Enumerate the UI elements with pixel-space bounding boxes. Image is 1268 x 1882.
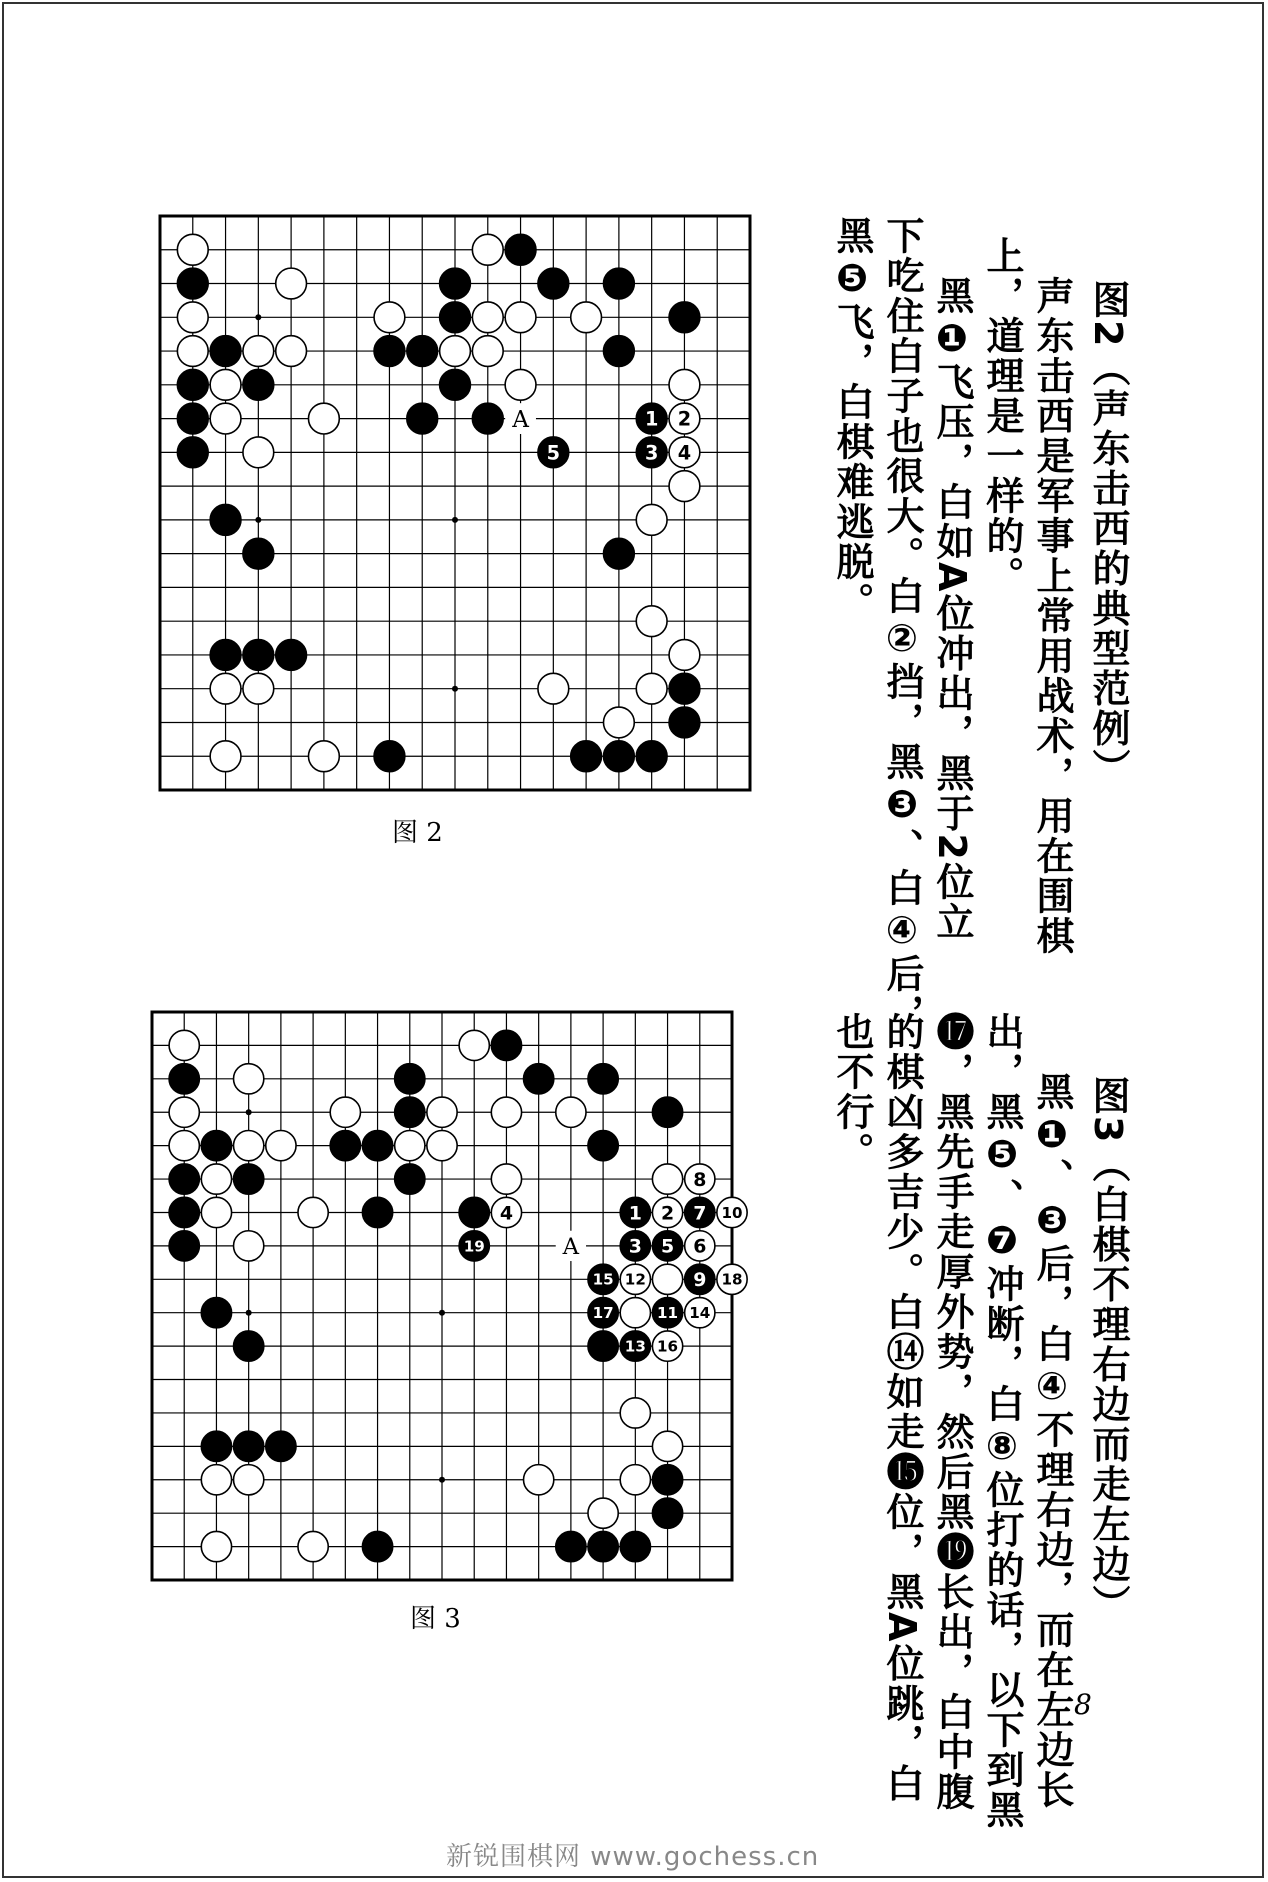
black-stone: [571, 741, 602, 772]
fig2-text-line: 上，道理是一样的。: [980, 236, 1024, 596]
black-stone: [636, 437, 667, 468]
move-number: 7: [693, 1202, 707, 1225]
white-stone: [652, 1164, 682, 1194]
black-stone: [276, 640, 307, 671]
white-stone: [266, 1131, 296, 1161]
black-stone: [201, 1431, 231, 1461]
fig2-text-line: 黑❺飞，白棋难逃脱。: [830, 216, 874, 622]
black-stone: [588, 1531, 618, 1561]
move-number: 3: [644, 441, 659, 465]
black-stone: [620, 1197, 650, 1227]
white-stone: [243, 336, 274, 367]
white-stone: [459, 1030, 489, 1060]
black-stone: [407, 336, 438, 367]
move-number: 8: [693, 1168, 707, 1191]
white-stone: [603, 707, 634, 738]
black-stone: [234, 1164, 264, 1194]
fig3-text-line: ⓱，黑先手走厚外势，然后黑⓳长出，白中腹: [930, 1012, 974, 1812]
black-stone: [395, 1097, 425, 1127]
black-stone: [169, 1164, 199, 1194]
black-stone: [362, 1197, 392, 1227]
black-stone: [603, 336, 634, 367]
black-stone: [201, 1131, 231, 1161]
white-stone: [169, 1131, 199, 1161]
fig3-text-line: 黑❶、❸后，白④不理右边，而在左边长: [1030, 1032, 1074, 1810]
black-stone: [169, 1231, 199, 1261]
white-stone: [556, 1097, 586, 1127]
black-stone: [588, 1264, 618, 1294]
white-stone: [524, 1465, 554, 1495]
black-stone: [266, 1431, 296, 1461]
star-point: [452, 686, 458, 692]
white-stone: [636, 504, 667, 535]
white-stone: [571, 302, 602, 333]
page-number: 8: [1074, 1688, 1092, 1721]
white-stone: [427, 1131, 457, 1161]
white-stone: [234, 1231, 264, 1261]
black-stone: [395, 1064, 425, 1094]
white-stone: [685, 1164, 715, 1194]
white-stone: [717, 1197, 747, 1227]
black-stone: [620, 1531, 650, 1561]
move-number: 2: [677, 407, 692, 431]
black-stone: [669, 673, 700, 704]
white-stone: [210, 369, 241, 400]
black-stone: [177, 268, 208, 299]
black-stone: [603, 741, 634, 772]
white-stone: [669, 640, 700, 671]
black-stone: [177, 437, 208, 468]
move-number: 9: [693, 1269, 707, 1292]
black-stone: [652, 1465, 682, 1495]
white-stone: [669, 437, 700, 468]
star-point: [255, 314, 261, 320]
white-stone: [669, 369, 700, 400]
move-number: 11: [657, 1304, 679, 1323]
white-stone: [685, 1298, 715, 1328]
white-stone: [491, 1164, 521, 1194]
black-stone: [169, 1064, 199, 1094]
move-number: 13: [624, 1337, 646, 1356]
fig3-text-line: 也不行。: [830, 1012, 874, 1172]
figure-3-caption: 图 3: [410, 1604, 461, 1634]
black-stone: [685, 1197, 715, 1227]
star-point: [246, 1310, 252, 1316]
white-stone: [177, 336, 208, 367]
white-stone: [620, 1398, 650, 1428]
fig2-title: 图2（声东击西的典型范例）: [1086, 280, 1130, 789]
white-stone: [276, 268, 307, 299]
white-stone: [169, 1097, 199, 1127]
star-point: [246, 1109, 252, 1115]
white-stone: [440, 336, 471, 367]
move-number: 4: [499, 1202, 514, 1225]
white-stone: [652, 1331, 682, 1361]
black-stone: [374, 741, 405, 772]
fig3-title: 图3（白棋不理右边而走左边）: [1086, 1076, 1130, 1625]
black-stone: [362, 1131, 392, 1161]
black-stone: [210, 336, 241, 367]
figure-2-caption: 图 2: [392, 818, 443, 848]
white-stone: [620, 1264, 650, 1294]
white-stone: [505, 369, 536, 400]
white-stone: [652, 1197, 682, 1227]
black-stone: [243, 640, 274, 671]
white-stone: [636, 606, 667, 637]
white-stone: [472, 336, 503, 367]
white-stone: [298, 1531, 328, 1561]
white-stone: [234, 1064, 264, 1094]
black-stone: [177, 403, 208, 434]
black-stone: [330, 1131, 360, 1161]
watermark-footer: 新锐围棋网 www.gochess.cn: [446, 1842, 820, 1872]
white-stone: [298, 1197, 328, 1227]
black-stone: [440, 302, 471, 333]
black-stone: [505, 234, 536, 265]
board-label-a: A: [562, 1234, 580, 1261]
white-stone: [472, 302, 503, 333]
black-stone: [234, 1431, 264, 1461]
white-stone: [427, 1097, 457, 1127]
black-stone: [210, 504, 241, 535]
move-number: 4: [677, 441, 692, 465]
black-stone: [588, 1298, 618, 1328]
white-stone: [330, 1097, 360, 1127]
star-point: [439, 1310, 445, 1316]
board-label-a: A: [512, 407, 529, 434]
white-stone: [210, 741, 241, 772]
black-stone: [374, 336, 405, 367]
fig3-text-line: 的棋凶多吉少。白⑭如走⓯位，黑A位跳，白: [880, 1012, 924, 1804]
white-stone: [177, 302, 208, 333]
black-stone: [652, 1231, 682, 1261]
move-number: 2: [660, 1202, 675, 1225]
black-stone: [459, 1231, 489, 1261]
white-stone: [472, 234, 503, 265]
fig2-text-line: 下吃住白子也很大。白②挡，黑❸、白④后，: [880, 216, 924, 1034]
move-number: 17: [592, 1304, 614, 1323]
white-stone: [177, 234, 208, 265]
black-stone: [669, 707, 700, 738]
fig2-text-line: 声东击西是军事上常用战术，用在围棋: [1030, 236, 1074, 956]
white-stone: [210, 403, 241, 434]
black-stone: [201, 1298, 231, 1328]
white-stone: [210, 673, 241, 704]
black-stone: [603, 538, 634, 569]
white-stone: [652, 1264, 682, 1294]
fig2-text-line: 黑❶飞压，白如A位冲出，黑于2位立: [930, 236, 974, 942]
black-stone: [556, 1531, 586, 1561]
white-stone: [234, 1465, 264, 1495]
white-stone: [308, 741, 339, 772]
white-stone: [308, 403, 339, 434]
black-stone: [588, 1131, 618, 1161]
black-stone: [538, 437, 569, 468]
black-stone: [395, 1164, 425, 1194]
black-stone: [491, 1030, 521, 1060]
black-stone: [459, 1197, 489, 1227]
move-number: 1: [644, 407, 659, 431]
black-stone: [636, 741, 667, 772]
move-number: 5: [660, 1235, 675, 1258]
star-point: [439, 1477, 445, 1483]
white-stone: [374, 302, 405, 333]
white-stone: [685, 1231, 715, 1261]
white-stone: [669, 471, 700, 502]
white-stone: [717, 1264, 747, 1294]
move-number: 12: [624, 1270, 646, 1289]
white-stone: [276, 336, 307, 367]
black-stone: [620, 1331, 650, 1361]
white-stone: [620, 1298, 650, 1328]
white-stone: [243, 673, 274, 704]
go-board-figure-2: [160, 216, 750, 790]
white-stone: [201, 1465, 231, 1495]
white-stone: [669, 403, 700, 434]
white-stone: [234, 1131, 264, 1161]
black-stone: [234, 1331, 264, 1361]
black-stone: [588, 1331, 618, 1361]
move-number: 16: [657, 1337, 679, 1356]
white-stone: [652, 1431, 682, 1461]
black-stone: [524, 1064, 554, 1094]
white-stone: [201, 1531, 231, 1561]
move-number: 5: [546, 441, 561, 465]
move-number: 18: [721, 1270, 743, 1289]
white-stone: [505, 302, 536, 333]
black-stone: [669, 302, 700, 333]
go-board-figure-3: [152, 1012, 743, 1580]
white-stone: [620, 1465, 650, 1495]
move-number: 19: [463, 1237, 485, 1256]
white-stone: [491, 1097, 521, 1127]
black-stone: [538, 268, 569, 299]
move-number: 1: [628, 1202, 642, 1225]
star-point: [255, 517, 261, 523]
black-stone: [177, 369, 208, 400]
white-stone: [588, 1498, 618, 1528]
star-point: [452, 517, 458, 523]
move-number: 6: [693, 1235, 707, 1258]
white-stone: [538, 673, 569, 704]
white-stone: [169, 1030, 199, 1060]
move-number: 15: [592, 1270, 614, 1289]
black-stone: [472, 403, 503, 434]
black-stone: [652, 1498, 682, 1528]
black-stone: [169, 1197, 199, 1227]
move-number: 14: [689, 1304, 711, 1323]
black-stone: [440, 369, 471, 400]
white-stone: [395, 1131, 425, 1161]
white-stone: [201, 1164, 231, 1194]
white-stone: [491, 1197, 521, 1227]
black-stone: [440, 268, 471, 299]
black-stone: [685, 1264, 715, 1294]
black-stone: [362, 1531, 392, 1561]
black-stone: [652, 1298, 682, 1328]
white-stone: [243, 437, 274, 468]
move-number: 10: [721, 1203, 743, 1222]
black-stone: [636, 403, 667, 434]
black-stone: [210, 640, 241, 671]
move-number: 3: [628, 1235, 642, 1258]
black-stone: [588, 1064, 618, 1094]
black-stone: [407, 403, 438, 434]
black-stone: [243, 369, 274, 400]
fig3-text-line: 出，黑❺、❼冲断，白⑧位打的话，以下到黑: [980, 1012, 1024, 1830]
white-stone: [636, 673, 667, 704]
black-stone: [603, 268, 634, 299]
black-stone: [652, 1097, 682, 1127]
black-stone: [620, 1231, 650, 1261]
black-stone: [243, 538, 274, 569]
white-stone: [201, 1197, 231, 1227]
